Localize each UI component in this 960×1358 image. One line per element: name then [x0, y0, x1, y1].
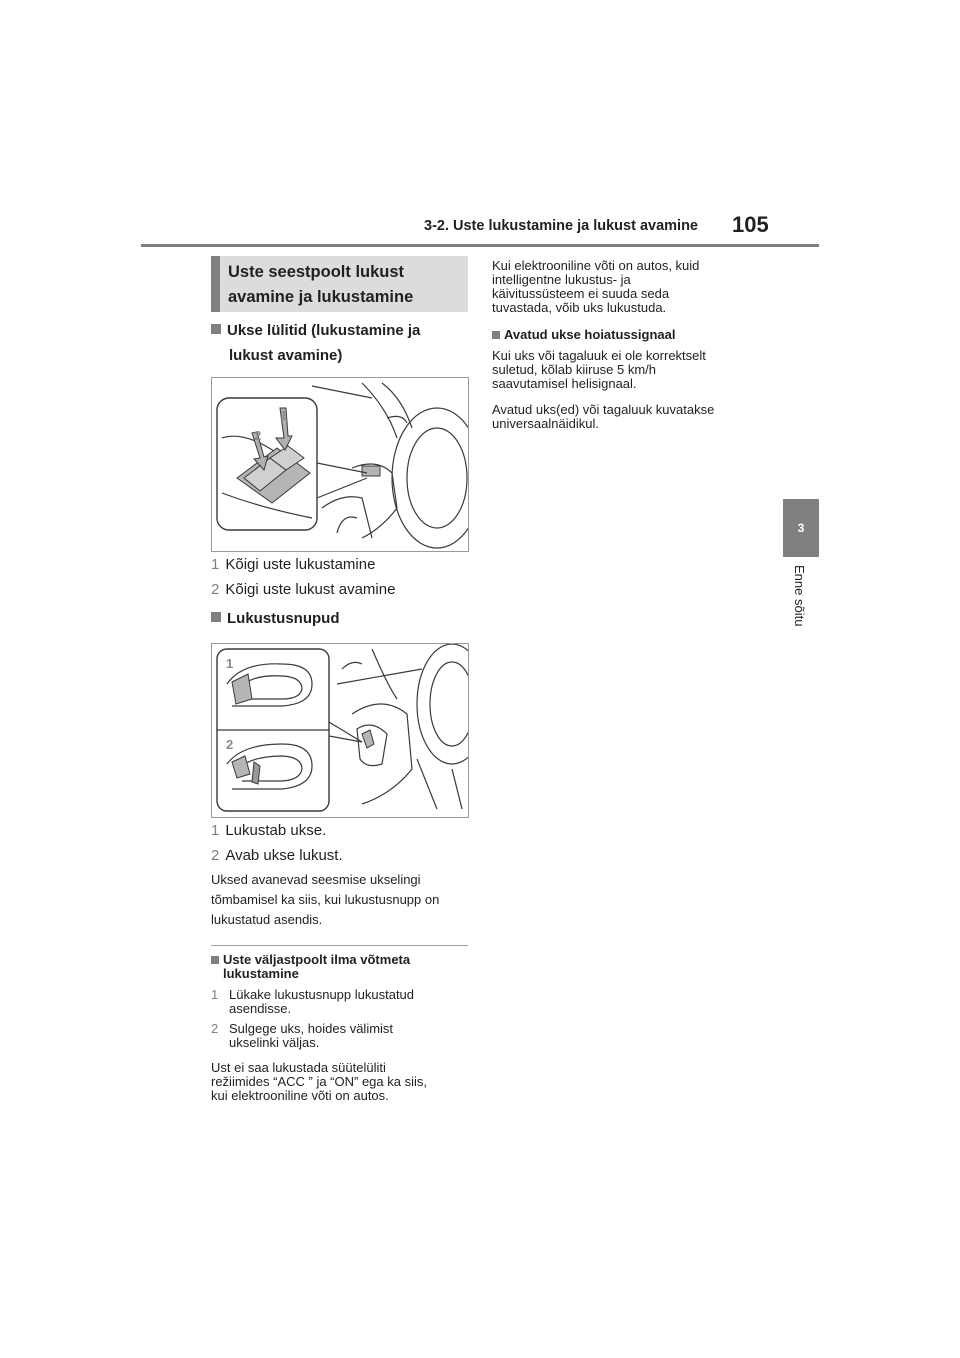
text-line: Kui uks või tagaluuk ei ole korrektselt	[492, 348, 706, 363]
text-line: universaalnäidikul.	[492, 416, 599, 431]
text-line: saavutamisel helisignaal.	[492, 376, 637, 391]
outside-lock-note	[211, 1061, 427, 1103]
step-item	[211, 988, 414, 1016]
warning-heading	[492, 328, 675, 342]
key-detection-text	[492, 259, 699, 315]
header-divider	[141, 244, 819, 247]
step-number: 1	[211, 987, 219, 1002]
list-item	[211, 555, 375, 575]
outside-lock-heading	[211, 953, 410, 981]
bullet-square-icon	[211, 612, 221, 622]
lock-button-drawing	[212, 644, 468, 817]
lock-button-illustration	[211, 643, 469, 818]
heading-line: lukustamine	[223, 966, 299, 981]
note-line: Uksed avanevad seesmise ukselingi	[211, 872, 421, 887]
text-line: suletud, kõlab kiiruse 5 km/h	[492, 362, 657, 377]
door-switch-illustration	[211, 377, 469, 552]
figure-label: 2	[226, 737, 234, 752]
text-line: käivitussüsteem ei suuda seda	[492, 286, 670, 301]
step-number: 2	[211, 1021, 219, 1036]
list-item	[211, 821, 326, 841]
step-text: Lükake lukustusnupp lukustatud	[229, 987, 415, 1002]
heading-line: Avatud ukse hoiatussignaal	[504, 327, 676, 342]
step-text: ukselinki väljas.	[229, 1035, 320, 1050]
note-line: Ust ei saa lukustada süütelüliti	[211, 1060, 386, 1075]
step-text: asendisse.	[229, 1001, 292, 1016]
section-title-line: avamine ja lukustamine	[228, 288, 414, 306]
chapter-tab: 3	[783, 499, 819, 557]
section-title	[211, 256, 468, 312]
list-item	[211, 580, 395, 600]
figure-label: 1	[226, 656, 234, 671]
page-number: 105	[732, 212, 769, 237]
figure-label: 2	[254, 428, 262, 443]
note-line: tõmbamisel ka siis, kui lukustusnupp on	[211, 892, 440, 907]
item-number: 2	[211, 581, 220, 598]
door-switches-heading	[211, 318, 420, 368]
text-line: tuvastada, võib uks lukustuda.	[492, 300, 667, 315]
step-item	[211, 1022, 393, 1050]
heading-line: Lukustusnupud	[227, 610, 340, 627]
text-line: intelligentne lukustus- ja	[492, 272, 631, 287]
warning-text	[492, 349, 706, 391]
note-line: lukustatud asendis.	[211, 912, 323, 927]
lock-buttons-heading	[211, 606, 340, 631]
item-text: Kõigi uste lukust avamine	[225, 581, 396, 598]
item-text: Kõigi uste lukustamine	[225, 556, 376, 573]
text-line: Avatud uks(ed) või tagaluuk kuvatakse	[492, 402, 715, 417]
heading-line: lukust avamine)	[229, 347, 343, 364]
step-text: Sulgege uks, hoides välimist	[229, 1021, 394, 1036]
note-line: režiimides “ACC ” ja “ON” ega ka siis,	[211, 1074, 427, 1089]
section-header: 3-2. Uste lukustamine ja lukust avamine	[424, 218, 698, 234]
heading-line: Uste väljastpoolt ilma võtmeta	[223, 952, 411, 967]
display-text	[492, 403, 714, 431]
figure-label: 1	[280, 408, 288, 423]
bullet-square-icon	[211, 324, 221, 334]
text-line: Kui elektrooniline võti on autos, kuid	[492, 258, 700, 273]
item-number: 1	[211, 822, 220, 839]
item-text: Lukustab ukse.	[225, 822, 327, 839]
item-number: 2	[211, 847, 220, 864]
divider	[211, 945, 468, 946]
bullet-square-icon	[492, 331, 500, 339]
list-item	[211, 846, 343, 866]
door-switch-drawing	[212, 378, 468, 551]
section-title-line: Uste seestpoolt lukust	[228, 263, 405, 281]
heading-line: Ukse lülitid (lukustamine ja	[227, 322, 421, 339]
note-line: kui elektrooniline võti on autos.	[211, 1088, 389, 1103]
chapter-label: Enne sõitu	[792, 565, 807, 627]
lock-buttons-note	[211, 870, 468, 930]
bullet-square-icon	[211, 956, 219, 964]
item-text: Avab ukse lukust.	[225, 847, 343, 864]
item-number: 1	[211, 556, 220, 573]
